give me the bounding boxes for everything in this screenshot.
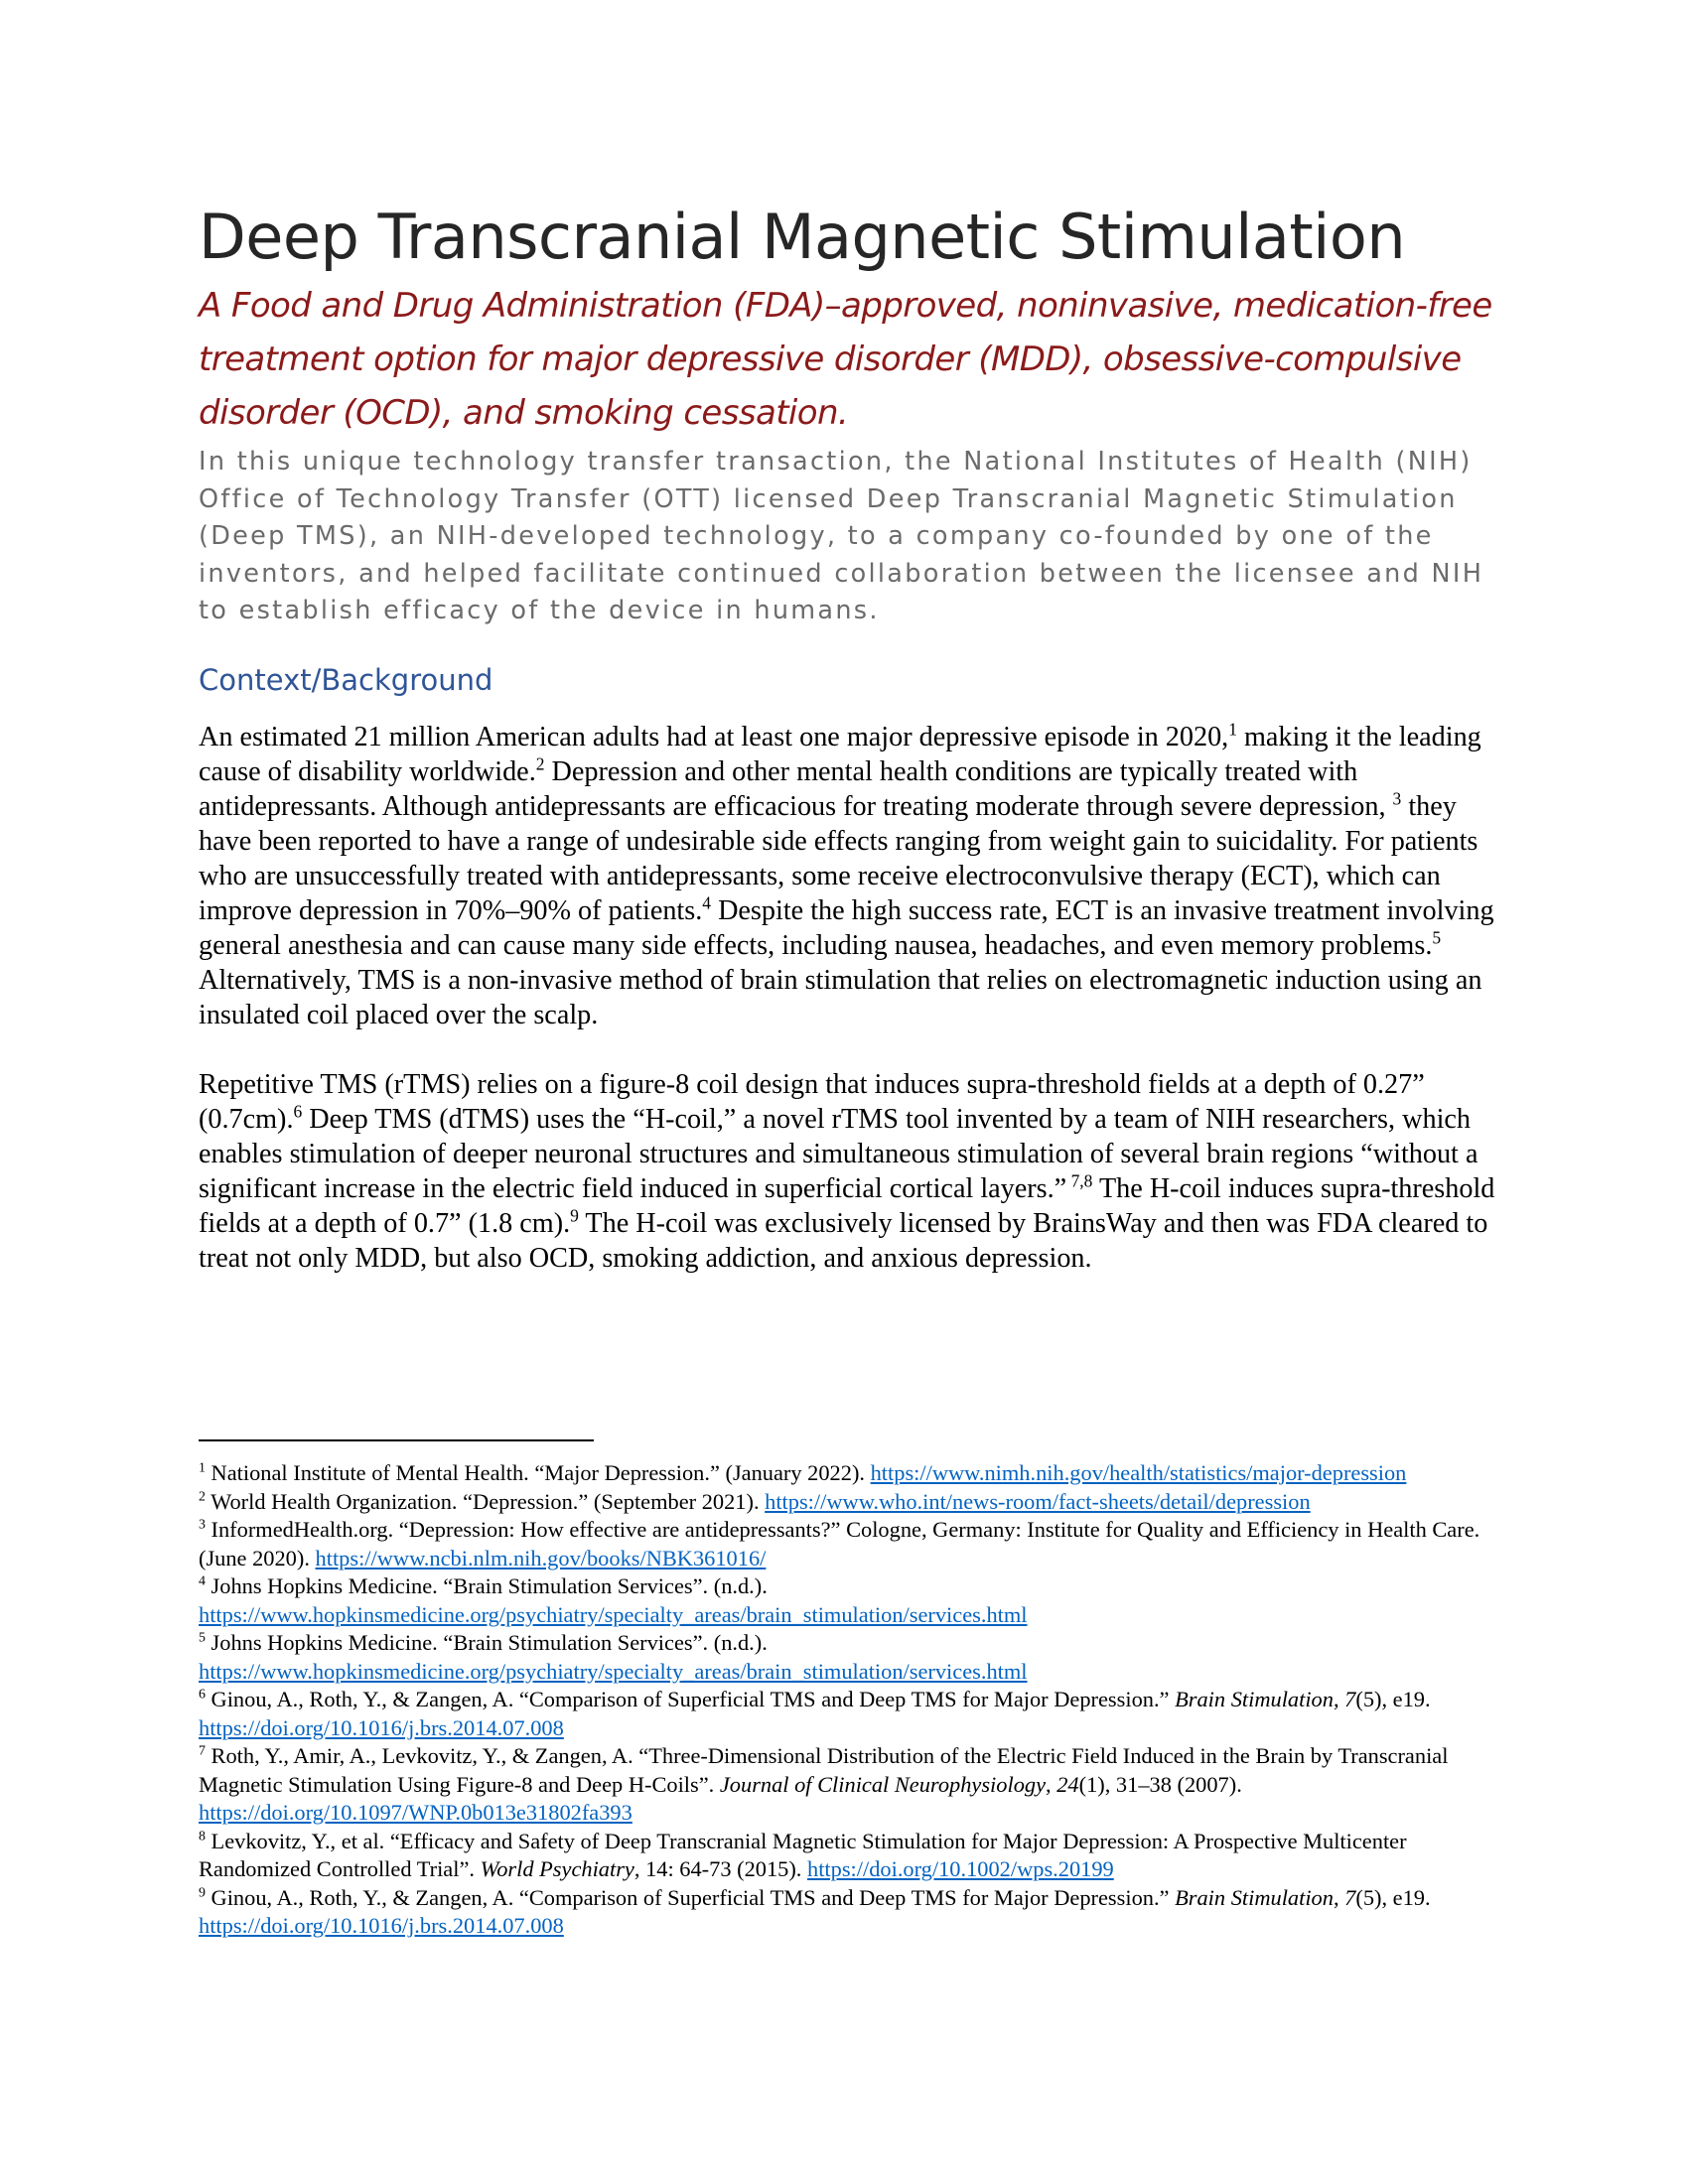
footnote-link[interactable]: https://www.ncbi.nlm.nih.gov/books/NBK361016/: [315, 1545, 767, 1570]
footnote-6: $^6$ Ginou, A., Roth, Y., & Zangen, A. “Comparison of Superficial TMS and Deep TMS for Major Depression.” Brain Stimulation, 7(5), e19. https://doi.org/10.1016/j.brs.2014.07.008: [199, 1687, 1431, 1740]
page-subtitle: A Food and Drug Administration (FDA)–approved, noninvasive, medication-free treatment option for major depressive disorder (MDD), obsessive-compulsive disorder (OCD), and smoking cessation.: [199, 286, 1492, 434]
footnote-link[interactable]: https://www.hopkinsmedicine.org/psychiatry/specialty_areas/brain_stimulation/services.html: [199, 1601, 1028, 1627]
footnote-ref[interactable]: 3: [1392, 788, 1402, 809]
footnote-1: $^1$ National Institute of Mental Health. “Major Depression.” (January 2022). https://www.nimh.nih.gov/health/statistics/major-depression: [199, 1460, 1407, 1485]
footnote-link[interactable]: https://doi.org/10.1002/wps.20199: [807, 1856, 1114, 1881]
footnote-ref[interactable]: 9: [570, 1205, 579, 1226]
footnotes: [199, 1459, 1499, 1941]
footnote-ref[interactable]: 2: [535, 753, 545, 774]
footnote-ref[interactable]: 7,8: [1066, 1170, 1093, 1191]
footnote-3: $^3$ InformedHealth.org. “Depression: How effective are antidepressants?” Cologne, Germany: Institute for Quality and Efficiency in Health Care. (June 2020). https://www.ncbi.nlm.nih.gov/books/NBK361016/: [199, 1517, 1480, 1570]
footnote-5: $^5$ Johns Hopkins Medicine. “Brain Stimulation Services”. (n.d.). https://www.hopkinsmedicine.org/psychiatry/specialty_areas/brain_stimulation/services.html: [199, 1630, 1028, 1684]
body-paragraph-2: Repetitive TMS (rTMS) relies on a figure-8 coil design that induces supra-threshold fields at a depth of 0.27” (0.7cm).$^6$ Deep TMS (dTMS) uses the “H-coil,” a novel rTMS tool invented by a team of NIH researchers, which enables stimulation of deeper neuronal structures and simultaneous stimulation of several brain regions “without a significant increase in the electric field induced in superficial cortical layers.” $^{7,8}$ The H-coil induces supra-threshold fields at a depth of 0.7” (1.8 cm).$^9$ The H-coil was exclusively licensed by BrainsWay and then was FDA cleared to treat not only MDD, but also OCD, smoking addiction, and anxious depression.: [199, 1068, 1495, 1274]
footnote-ref[interactable]: 5: [1432, 927, 1442, 948]
footnote-link[interactable]: https://www.hopkinsmedicine.org/psychiatry/specialty_areas/brain_stimulation/services.html: [199, 1658, 1028, 1684]
footnote-8: $^8$ Levkovitz, Y., et al. “Efficacy and Safety of Deep Transcranial Magnetic Stimulation for Major Depression: A Prospective Multicenter Randomized Controlled Trial”. World Psychiatry, 14: 64-73 (2015). https://doi.org/10.1002/wps.20199: [199, 1828, 1407, 1881]
footnote-link[interactable]: https://www.who.int/news-room/fact-sheets/detail/depression: [765, 1488, 1311, 1514]
footnote-separator: [199, 1439, 594, 1441]
footnote-4: $^4$ Johns Hopkins Medicine. “Brain Stimulation Services”. (n.d.). https://www.hopkinsmedicine.org/psychiatry/specialty_areas/brain_stimulation/services.html: [199, 1573, 1028, 1627]
footnote-link[interactable]: https://doi.org/10.1016/j.brs.2014.07.008: [199, 1714, 564, 1740]
summary-paragraph: In this unique technology transfer transaction, the National Institutes of Health (NIH) Office of Technology Transfer (OTT) licensed Deep Transcranial Magnetic Stimulation (Deep TMS), an NIH-developed technology, to a company co-founded by one of the inventors, and helped facilitate continued collaboration between the licensee and NIH to establish efficacy of the device in humans.: [199, 447, 1484, 626]
body-paragraph-1: An estimated 21 million American adults had at least one major depressive episode in 2020,$^1$ making it the leading cause of disability worldwide.$^2$ Depression and other mental health conditions are typically treated with antidepressants. Although antidepressants are efficacious for treating moderate through severe depression, $^3$ they have been reported to have a range of undesirable side effects ranging from weight gain to suicidality. For patients who are unsuccessfully treated with antidepressants, some receive electroconvulsive therapy (ECT), which can improve depression in 70%–90% of patients.$^4$ Despite the high success rate, ECT is an invasive treatment involving general anesthesia and can cause many side effects, including nausea, headaches, and even memory problems.$^5$ Alternatively, TMS is a non-invasive method of brain stimulation that relies on electromagnetic induction using an insulated coil placed over the scalp.: [199, 719, 1494, 1030]
footnote-2: $^2$ World Health Organization. “Depression.” (September 2021). https://www.who.int/news-room/fact-sheets/detail/depression: [199, 1488, 1311, 1514]
footnote-ref[interactable]: 6: [293, 1101, 303, 1122]
document-page: [199, 201, 1499, 1276]
footnote-7: $^7$ Roth, Y., Amir, A., Levkovitz, Y., & Zangen, A. “Three-Dimensional Distribution of the Electric Field Induced in the Brain by Transcranial Magnetic Stimulation Using Figure-8 and Deep H-Coils”. Journal of Clinical Neurophysiology, 24(1), 31–38 (2007). https://doi.org/10.1097/WNP.0b013e31802fa393: [199, 1743, 1449, 1825]
section-heading: Context/Background: [199, 662, 493, 697]
footnote-ref[interactable]: 4: [702, 892, 712, 913]
footnote-ref[interactable]: 1: [1228, 719, 1237, 740]
page-title: Deep Transcranial Magnetic Stimulation: [199, 201, 1406, 273]
footnote-link[interactable]: https://doi.org/10.1016/j.brs.2014.07.008: [199, 1913, 564, 1938]
footnote-link[interactable]: https://doi.org/10.1097/WNP.0b013e31802fa393: [199, 1800, 633, 1825]
footnote-9: $^9$ Ginou, A., Roth, Y., & Zangen, A. “Comparison of Superficial TMS and Deep TMS for Major Depression.” Brain Stimulation, 7(5), e19. https://doi.org/10.1016/j.brs.2014.07.008: [199, 1884, 1431, 1938]
footnote-link[interactable]: https://www.nimh.nih.gov/health/statistics/major-depression: [870, 1460, 1407, 1485]
